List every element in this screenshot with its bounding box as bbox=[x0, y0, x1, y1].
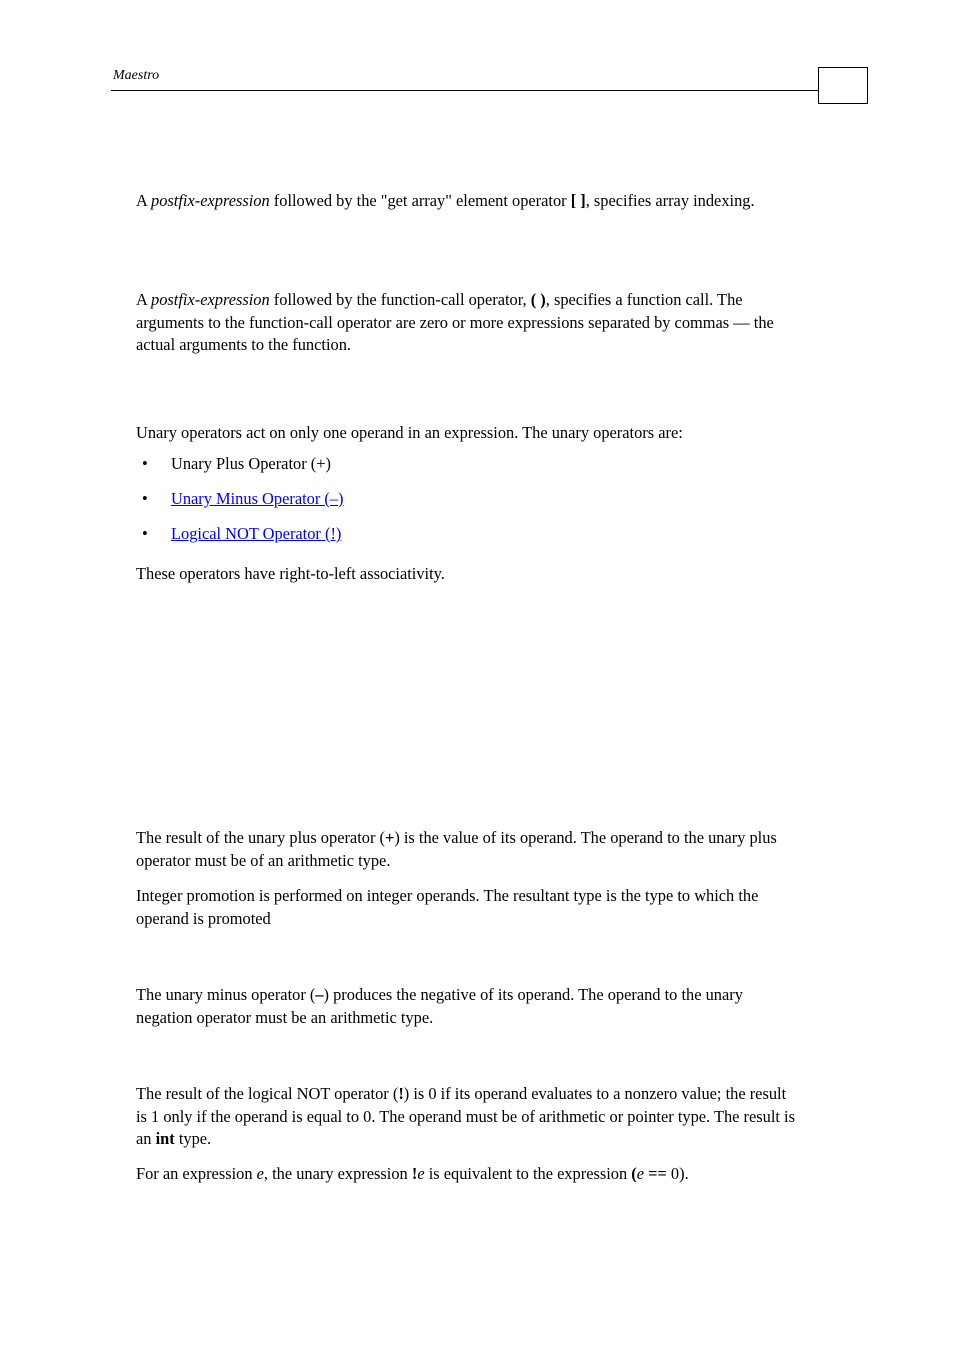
bullet-icon: • bbox=[142, 454, 148, 473]
header-title: Maestro bbox=[113, 68, 160, 83]
header-rule bbox=[111, 90, 819, 91]
function-call-operator: ( ) bbox=[530, 290, 546, 309]
unary-operators-intro: Unary operators act on only one operand in an expression. The unary operators are: bbox=[136, 423, 683, 442]
int-type: int bbox=[155, 1129, 175, 1149]
list-item-label: Unary Plus Operator (+) bbox=[171, 454, 331, 473]
unary-plus-paragraph: The result of the unary plus operator (+) is the value of its operand. The operand to the unary plus operator must be of an arithmetic type. bbox=[136, 828, 777, 870]
array-indexing-paragraph: A postfix-expression followed by the "get array" element operator [ ], specifies array indexing. bbox=[136, 191, 755, 210]
page-number-box bbox=[818, 67, 868, 104]
bullet-icon: • bbox=[142, 524, 148, 543]
plus-operator: + bbox=[384, 828, 395, 847]
function-call-paragraph: A postfix-expression followed by the function-call operator, ( ), specifies a function call. The arguments to the function-call operator are zero or more expressions separated by commas — the actual arguments to the function. bbox=[136, 290, 774, 355]
not-operator: ! bbox=[398, 1084, 404, 1103]
equivalence-paragraph: For an expression e, the unary expression !e is equivalent to the expression (e == 0). bbox=[136, 1164, 689, 1183]
bullet-icon: • bbox=[142, 489, 148, 508]
logical-not-link[interactable]: Logical NOT Operator (!) bbox=[171, 524, 342, 543]
unary-minus-paragraph: The unary minus operator (–) produces the negative of its operand. The operand to the unary negation operator must be an arithmetic type. bbox=[136, 985, 743, 1027]
integer-promotion-paragraph: Integer promotion is performed on integer operands. The resultant type is the type to which the operand is promoted bbox=[136, 886, 759, 928]
unary-minus-link[interactable]: Unary Minus Operator (–) bbox=[171, 489, 344, 508]
array-operator: [ ] bbox=[570, 191, 586, 210]
term-postfix-expression: postfix-expression bbox=[151, 290, 270, 309]
term-postfix-expression: postfix-expression bbox=[151, 191, 270, 210]
logical-not-paragraph: The result of the logical NOT operator (!) is 0 if its operand evaluates to a nonzero value; the result is 1 only if the operand is equal to 0. The operand must be of arithmetic or pointer type. The result is an int type. bbox=[136, 1084, 795, 1149]
minus-operator: – bbox=[315, 985, 324, 1004]
associativity-paragraph: These operators have right-to-left associativity. bbox=[136, 564, 445, 583]
